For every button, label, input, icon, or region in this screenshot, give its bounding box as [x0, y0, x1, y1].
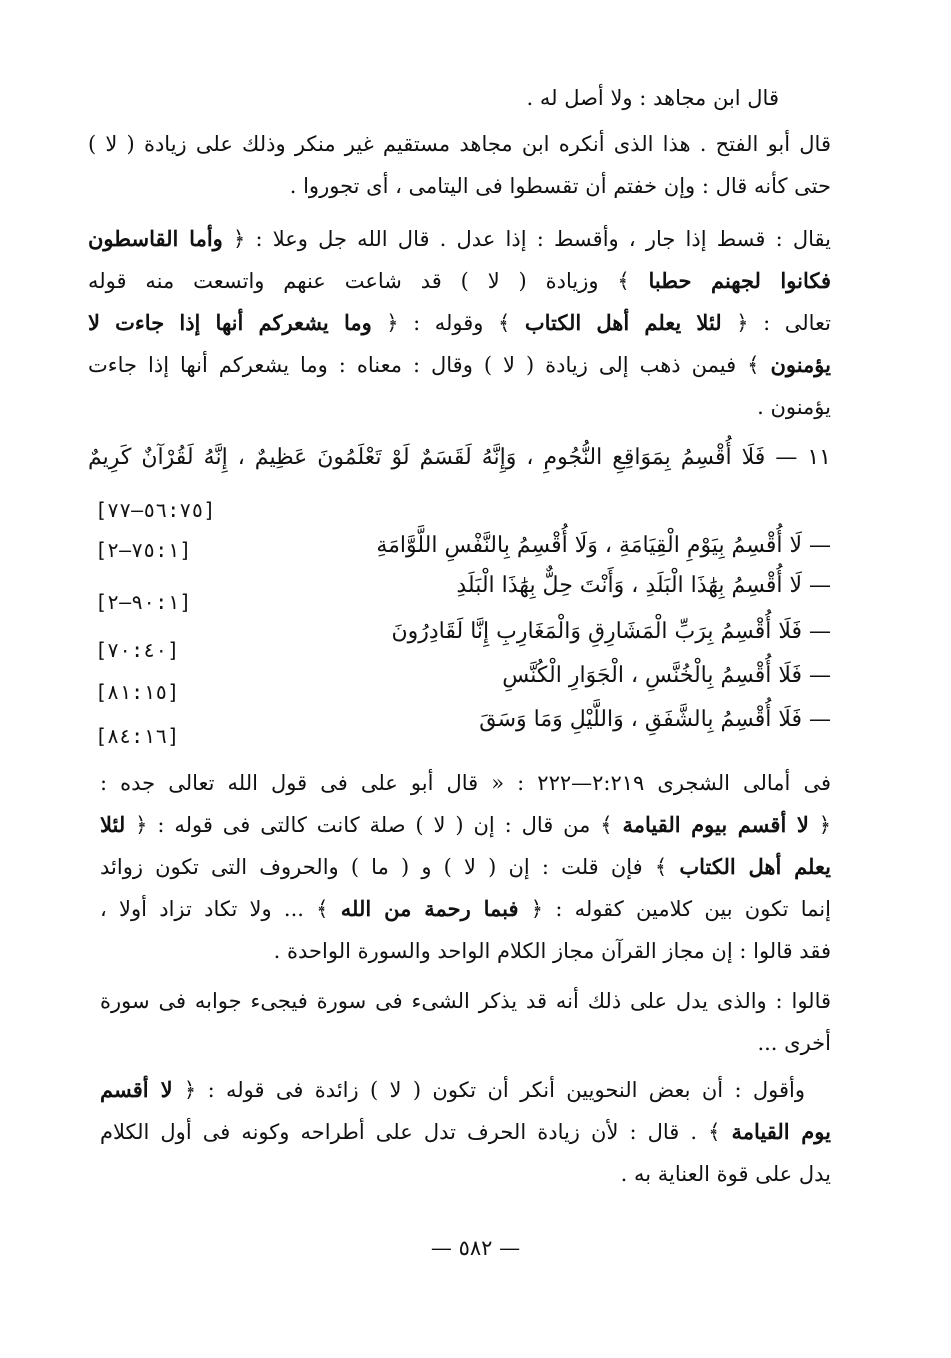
text-line [90, 1025, 831, 1061]
text-line [100, 1114, 831, 1150]
text-line [90, 933, 831, 969]
verse-dash: — [809, 663, 831, 688]
verse-reference: [٧٥:١—٢] [95, 538, 192, 562]
text-run: قال أبو الفتح . هذا الذى أنكره ابن مجاهد مستقيم غير منكر وذلك على زيادة ( لا ) [88, 132, 831, 156]
text-line [100, 807, 831, 843]
verse-text: لَا أُقْسِمُ بِهَٰذَا الْبَلَدِ ، وَأَنْتَ حِلٌّ بِهَٰذَا الْبَلَدِ [456, 573, 802, 598]
text-line [100, 849, 831, 885]
quran-quote: لا أقسم بيوم القيامة [622, 812, 809, 837]
verse-number: ١١ — [775, 445, 831, 470]
text-run: ﴾ من قال : إن ( لا ) صلة كانت كالتى فى قوله : ﴿ [125, 813, 623, 837]
page-number: — ٥٨٢ — [430, 1236, 521, 1260]
text-line [90, 389, 831, 425]
text-run: فى أمالى الشجرى ٢:٢١٩—٢٢٢ : « قال أبو على فى قول الله تعالى جده : [100, 771, 831, 795]
text-run: وأقول : أن بعض النحويين أنكر أن تكون ( لا ) زائدة فى قوله : ﴿ [172, 1078, 806, 1102]
verse-text: فَلَا أُقْسِمُ بِالشَّفَقِ ، وَاللَّيْلِ وَمَا وَسَقَ [479, 707, 802, 732]
verse-line [300, 700, 831, 740]
verse-text: فَلَا أُقْسِمُ بِرَبِّ الْمَشَارِقِ وَالْمَغَارِبِ إِنَّا لَقَادِرُونَ [391, 619, 802, 644]
quran-quote: لا أقسم [100, 1077, 173, 1102]
quran-quote: لئلا [100, 812, 126, 837]
verse-reference: [٨١:١٥] [95, 680, 180, 704]
text-run: فقد قالوا : إن مجاز القرآن مجاز الكلام الواحد والسورة الواحدة . [273, 939, 831, 963]
text-run: يقال : قسط إذا جار ، وأقسط : إذا عدل . قال الله جل وعلا : ﴿ [222, 227, 832, 251]
text-line [88, 305, 831, 341]
verse-text: لَا أُقْسِمُ بِيَوْمِ الْقِيَامَةِ ، وَلَا أُقْسِمُ بِالنَّفْسِ اللَّوَّامَةِ [376, 533, 802, 558]
text-line [88, 126, 831, 162]
verse-line [300, 656, 831, 696]
text-run: قال ابن مجاهد : ولا أصل له . [526, 86, 779, 110]
verse-dash: — [809, 533, 831, 558]
verse-dash: — [809, 573, 831, 598]
text-line [90, 168, 831, 204]
quran-quote: فكانوا لجهنم حطبا [648, 268, 831, 293]
text-line [88, 263, 831, 299]
text-line [100, 983, 831, 1019]
text-run: ﴾ فإن قلت : إن ( لا ) و ( ما ) والحروف التى تكون زوائد [100, 855, 680, 879]
text-run: يؤمنون . [757, 395, 831, 419]
text-run: ﴾ فيمن ذهب إلى زيادة ( لا ) وقال : معناه : وما يشعركم أنها إذا جاءت [88, 353, 771, 377]
text-run: يدل على قوة العناية به . [620, 1162, 831, 1186]
quran-quote: يوم القيامة [731, 1119, 831, 1144]
verse-dash: — [809, 619, 831, 644]
quran-quote: يؤمنون [770, 352, 831, 377]
quran-quote: لئلا يعلم أهل الكتاب [524, 310, 722, 335]
text-run: تعالى : ﴿ [721, 311, 831, 335]
text-line [90, 1156, 831, 1192]
text-line [90, 80, 779, 116]
text-run: ﴾ وزيادة ( لا ) قد شاعت عنهم واتسعت منه قوله [88, 269, 649, 293]
verse-reference: [٩٠:١—٢] [95, 590, 192, 614]
text-run: ﴿ [808, 813, 831, 837]
text-run: ﴾ وقوله : ﴿ [371, 311, 525, 335]
verse-reference: [٧٠:٤٠] [95, 638, 180, 662]
quran-quote: وما يشعركم أنها إذا جاءت لا [88, 310, 372, 335]
text-line [100, 765, 831, 801]
text-line [100, 891, 831, 927]
text-line [100, 1072, 805, 1108]
text-run: ﴾ ... ولا تكاد تزاد أولا ، [100, 897, 341, 921]
text-run: أخرى ... [757, 1031, 831, 1055]
verse-line [300, 566, 831, 606]
verse-reference: [٥٦:٧٥—٧٧] [95, 498, 216, 522]
quran-quote: فبما رحمة من الله [340, 896, 519, 921]
text-run: إنما تكون بين كلامين كقوله : ﴿ [518, 897, 831, 921]
verse-heading [88, 438, 831, 478]
verse-text: فَلَا أُقْسِمُ بِمَوَاقِعِ النُّجُومِ ، وَإِنَّهُ لَقَسَمٌ لَوْ تَعْلَمُونَ عَظِيمٌ ، إِنَّهُ لَقُرْآنٌ كَرِيمٌ [88, 445, 766, 470]
verse-dash: — [809, 707, 831, 732]
verse-text: فَلَا أُقْسِمُ بِالْخُنَّسِ ، الْجَوَارِ الْكُنَّسِ [502, 663, 802, 688]
text-run: ﴾ . قال : لأن زيادة الحرف تدل على أطراحه وكونه فى أول الكلام [100, 1120, 732, 1144]
verse-reference: [٨٤:١٦] [95, 724, 180, 748]
text-line [88, 347, 831, 383]
text-run: قالوا : والذى يدل على ذلك أنه قد يذكر الشىء فى سورة فيجىء جوابه فى سورة [100, 989, 831, 1013]
text-run: حتى كأنه قال : وإن خفتم أن تقسطوا فى اليتامى ، أى تجوروا . [289, 174, 831, 198]
quran-quote: وأما القاسطون [88, 226, 223, 251]
text-line [88, 221, 831, 257]
verse-line [300, 612, 831, 652]
quran-quote: يعلم أهل الكتاب [679, 854, 831, 879]
verse-line [300, 526, 831, 566]
